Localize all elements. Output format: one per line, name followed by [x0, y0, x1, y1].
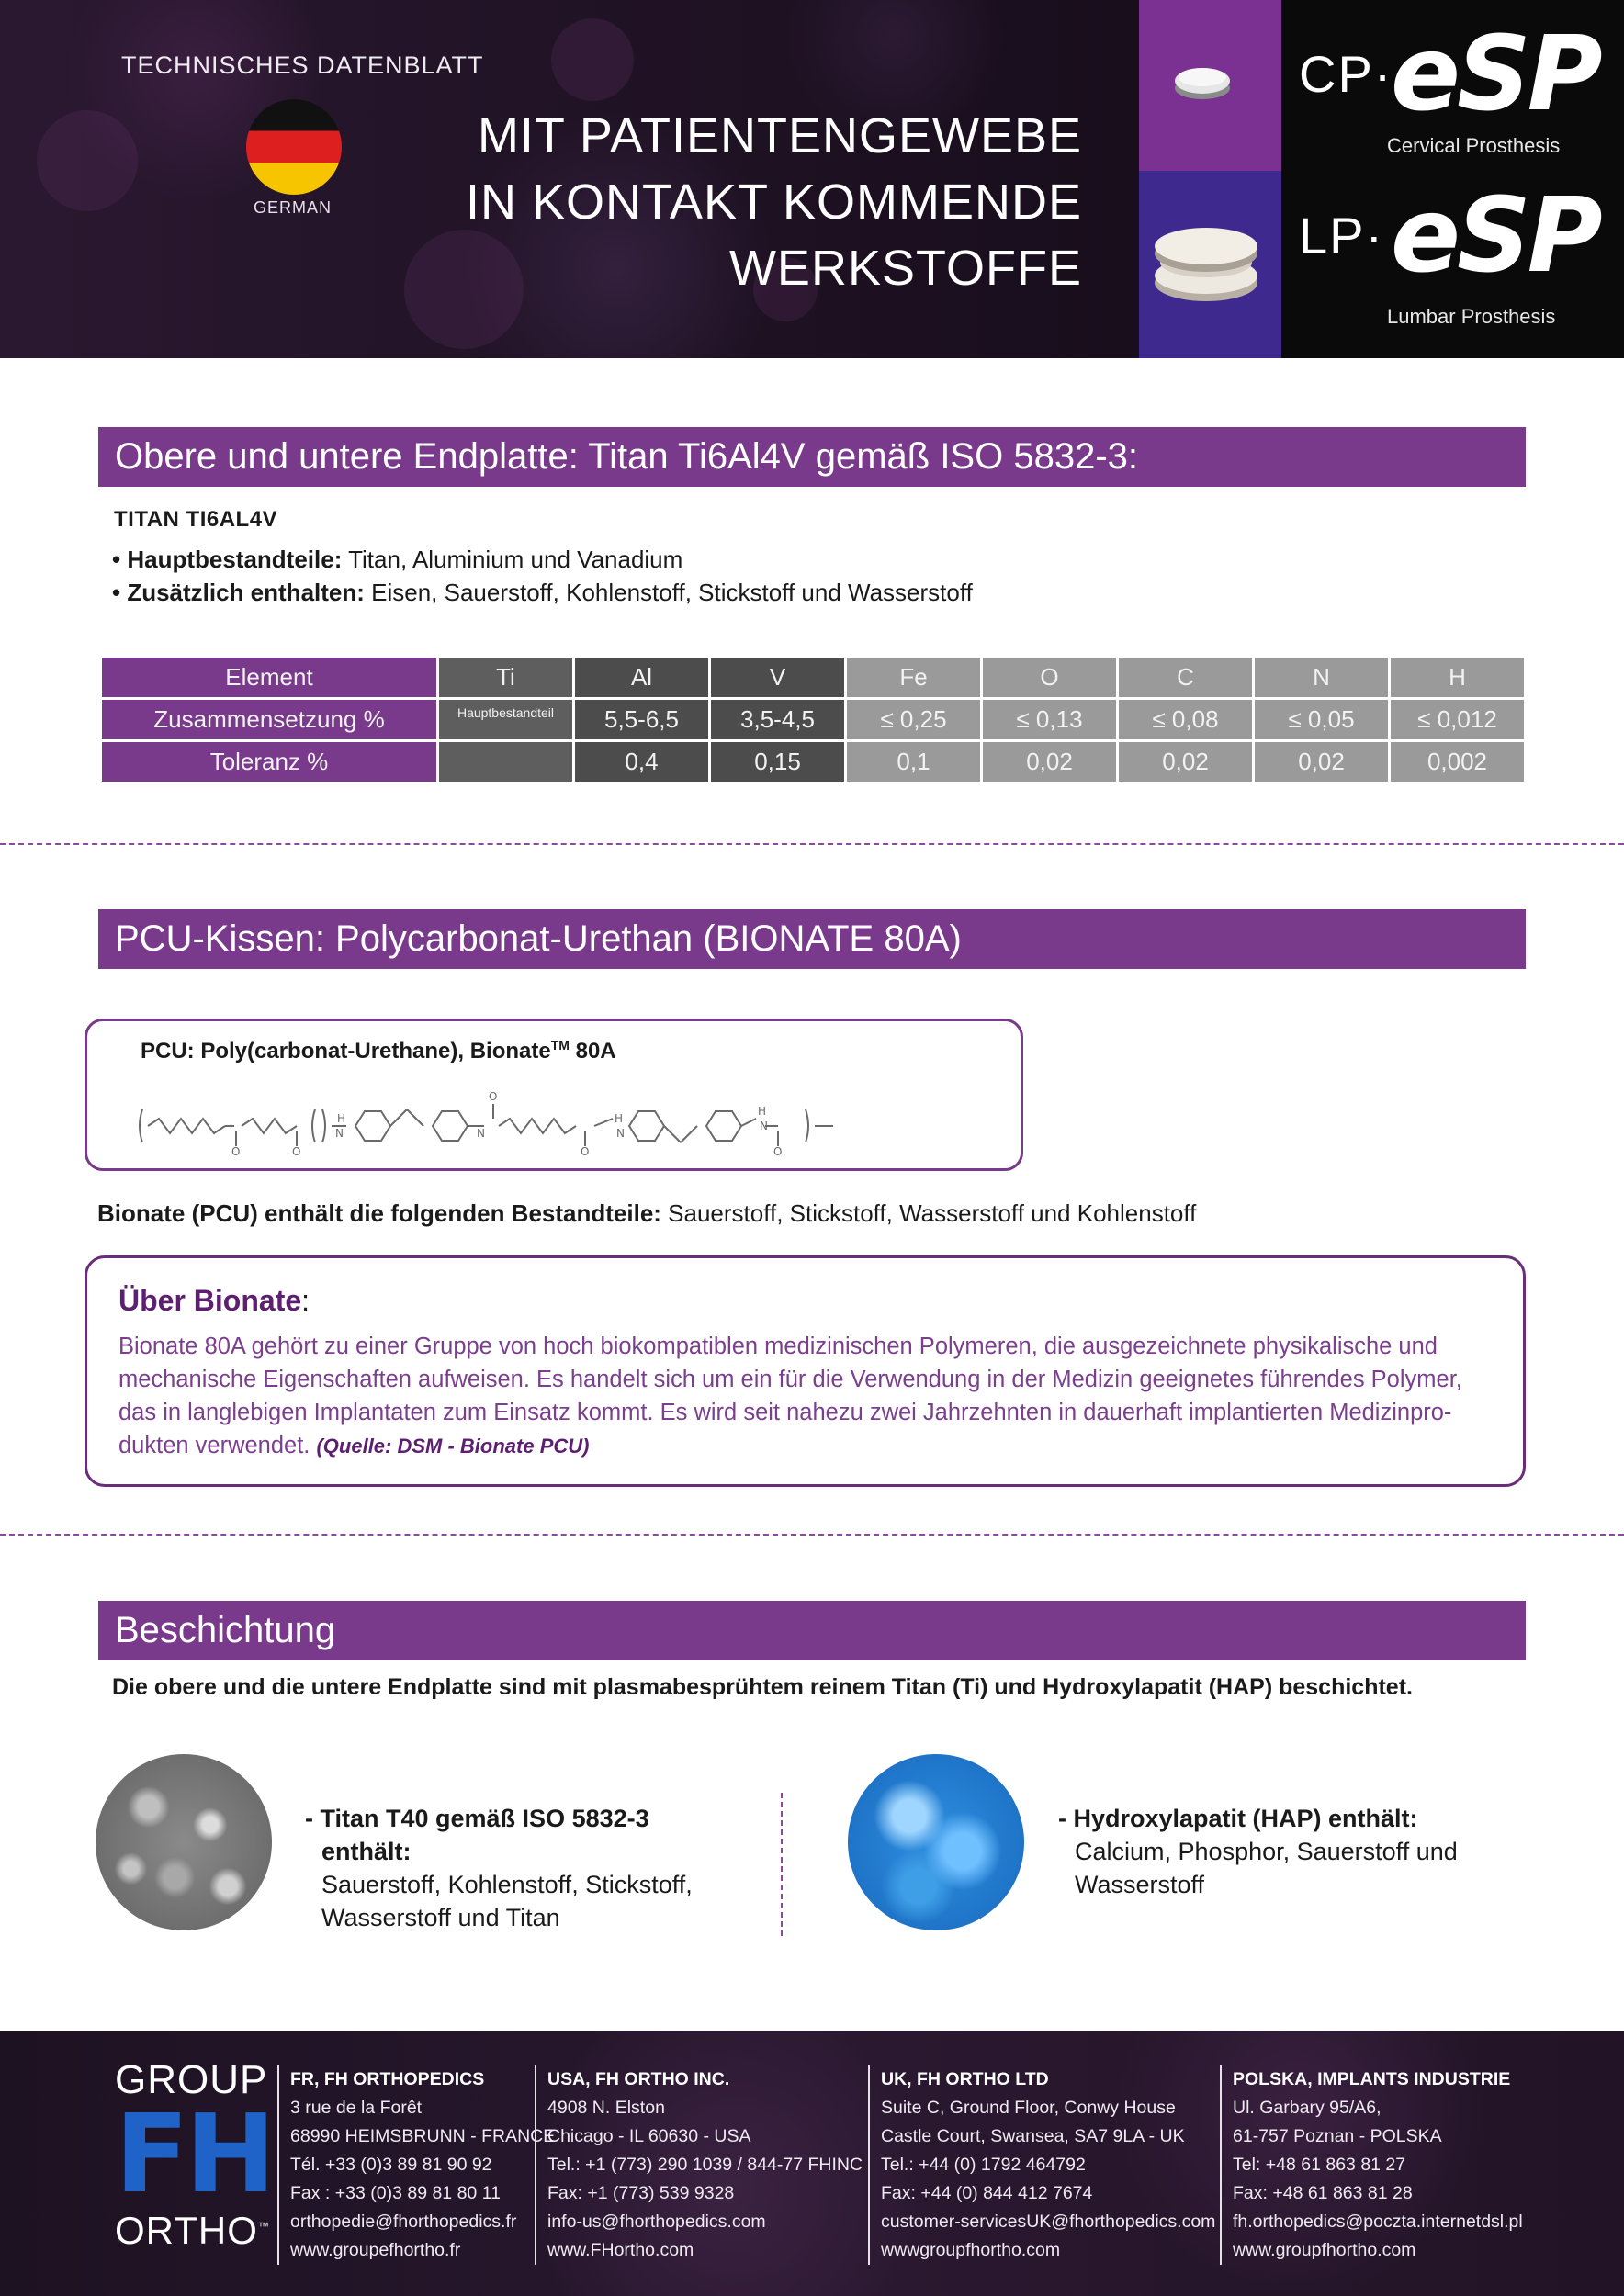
hap-coating-info [1058, 1802, 1458, 1901]
svg-text:N: N [760, 1120, 768, 1132]
office-line: Fax: +44 (0) 844 412 7674 [881, 2183, 1093, 2203]
titanium-text: Wasserstoff und Titan [321, 1904, 560, 1931]
material-heading: TITAN TI6AL4V [114, 507, 278, 532]
office-website-link[interactable]: wwwgroupfhortho.com [881, 2240, 1061, 2260]
table-cell: Al [575, 658, 708, 697]
office-line: Tel: +48 61 863 81 27 [1233, 2155, 1406, 2175]
table-cell: ≤ 0,012 [1391, 700, 1524, 739]
bullet-main-components [112, 546, 682, 574]
logo-group-text: GROUP [115, 2057, 268, 2102]
office-line: Tel.: +1 (773) 290 1039 / 844-77 FHINC [547, 2155, 863, 2175]
hydroxylapatite-microscopy-image [848, 1754, 1024, 1930]
table-cell: 0,02 [1119, 742, 1252, 782]
hap-text: Wasserstoff [1075, 1871, 1205, 1898]
pcu-structural-formula [135, 1082, 989, 1161]
logo-subtitle: Lumbar Prosthesis [1387, 305, 1556, 328]
office-email-link[interactable]: info-us@fhorthopedics.com [547, 2212, 766, 2232]
office-line: Suite C, Ground Floor, Conwy House [881, 2098, 1176, 2118]
table-cell: 0,02 [983, 742, 1116, 782]
about-text [118, 1330, 1496, 1463]
table-cell [439, 742, 572, 782]
titanium-heading-line: enthält: [321, 1838, 412, 1865]
bullet-label: • Hauptbestandteile: [112, 546, 343, 573]
office-email-link[interactable]: fh.orthopedics@poczta.internetdsl.pl [1233, 2212, 1523, 2232]
bullet-label: • Zusätzlich enthalten: [112, 579, 365, 606]
section-divider [0, 843, 1624, 845]
row-header: Toleranz % [102, 742, 436, 782]
logo-trademark: ™ [257, 2220, 270, 2233]
table-cell: 0,4 [575, 742, 708, 782]
section-title-endplate: Obere und untere Endplatte: Titan Ti6Al4V gemäß ISO 5832-3: [98, 427, 1526, 487]
office-title: USA, FH ORTHO INC. [547, 2069, 730, 2089]
titanium-heading [305, 1835, 693, 1868]
coating-divider [781, 1793, 783, 1936]
titanium-microscopy-image [96, 1754, 272, 1930]
svg-text:H: H [337, 1112, 346, 1125]
about-title-text: Über Bionate [118, 1284, 302, 1317]
table-row [102, 700, 1524, 739]
svg-text:N: N [616, 1127, 625, 1140]
cervical-prosthesis-image [1172, 61, 1233, 103]
titanium-heading-line: - Titan T40 gemäß ISO 5832-3 [305, 1805, 649, 1832]
table-cell: 3,5-4,5 [711, 700, 844, 739]
bullet-text: Titan, Aluminium und Vanadium [342, 546, 683, 573]
hap-heading-line: - Hydroxylapatit (HAP) enthält: [1058, 1805, 1418, 1832]
lp-product-panel [1139, 171, 1281, 358]
about-body: Bionate 80A gehört zu einer Gruppe von hoch biokompatiblen medizinischen Polymeren, die ausgezeichnete physikalische und mechanische Eigenschaften aufweisen. Es handelt sich um ein für die Verwendung in der Medizin geeignetes führendes Polymer, das in langlebigen Implantaten zum Einsatz kommt. Es wird seit nahezu zwei Jahrzehnten in dauerhaft implantierten Medizinpro-dukten verwendet. [118, 1334, 1462, 1458]
table-cell: V [711, 658, 844, 697]
office-line: 61-757 Poznan - POLSKA [1233, 2126, 1442, 2146]
office-poland [1220, 2065, 1523, 2265]
svg-text:H: H [758, 1105, 767, 1118]
office-title: FR, FH ORTHOPEDICS [290, 2069, 485, 2089]
svg-text:O: O [231, 1145, 241, 1158]
table-cell: Ti [439, 658, 572, 697]
table-cell: Hauptbestandteil [439, 700, 572, 739]
table-cell: C [1119, 658, 1252, 697]
table-cell: O [983, 658, 1116, 697]
office-line: 68990 HEIMSBRUNN - FRANCE [290, 2126, 556, 2146]
decor-bubble [37, 110, 138, 211]
svg-text:N: N [335, 1127, 344, 1140]
footer [0, 2031, 1624, 2296]
datasheet-label: TECHNISCHES DATENBLATT [121, 51, 484, 79]
office-email-link[interactable]: orthopedie@fhorthopedics.fr [290, 2212, 517, 2232]
table-cell: 5,5-6,5 [575, 700, 708, 739]
row-header: Zusammensetzung % [102, 700, 436, 739]
office-website-link[interactable]: www.groupefhortho.fr [290, 2240, 461, 2260]
pcu-label-suffix: 80A [569, 1039, 616, 1064]
bionate-components [97, 1199, 1196, 1228]
office-website-link[interactable]: www.FHortho.com [547, 2240, 694, 2260]
page-title [441, 103, 1082, 301]
section-divider [0, 1534, 1624, 1536]
titanium-coating-info [305, 1802, 693, 1934]
title-line: IN KONTAKT KOMMENDE [465, 174, 1082, 230]
title-line: WERKSTOFFE [728, 241, 1082, 296]
about-bionate-box [85, 1255, 1526, 1487]
titanium-text: Sauerstoff, Kohlenstoff, Stickstoff, [321, 1871, 693, 1898]
table-row [102, 658, 1524, 697]
row-header: Element [102, 658, 436, 697]
bionate-label: Bionate (PCU) enthält die folgenden Bestandteile: [97, 1199, 661, 1227]
logo-prefix: LP· [1299, 207, 1385, 264]
svg-text:O: O [581, 1145, 590, 1158]
group-fh-ortho-logo [115, 2057, 273, 2252]
office-website-link[interactable]: www.groupfhortho.com [1233, 2240, 1416, 2260]
lumbar-prosthesis-image [1152, 222, 1260, 305]
decor-bubble [551, 18, 634, 101]
logo-ortho [115, 2205, 270, 2252]
table-cell: ≤ 0,08 [1119, 700, 1252, 739]
table-cell: 0,002 [1391, 742, 1524, 782]
svg-text:O: O [773, 1145, 783, 1158]
office-email-link[interactable]: customer-servicesUK@fhorthopedics.com [881, 2212, 1216, 2232]
cp-product-panel [1139, 0, 1281, 171]
hap-heading [1058, 1802, 1458, 1835]
office-title: UK, FH ORTHO LTD [881, 2069, 1049, 2089]
logo-fh-text: FH [115, 2090, 273, 2217]
table-cell: 0,15 [711, 742, 844, 782]
about-title-colon: : [301, 1284, 310, 1317]
office-line: Castle Court, Swansea, SA7 9LA - UK [881, 2126, 1185, 2146]
office-line: 3 rue de la Forêt [290, 2098, 423, 2118]
logo-ortho-text: ORTHO [115, 2209, 258, 2252]
table-cell: H [1391, 658, 1524, 697]
office-line: Chicago - IL 60630 - USA [547, 2126, 751, 2146]
office-line: Fax: +1 (773) 539 9328 [547, 2183, 735, 2203]
office-line: Fax : +33 (0)3 89 81 80 11 [290, 2183, 501, 2203]
table-cell: N [1255, 658, 1388, 697]
svg-text:N: N [477, 1127, 485, 1140]
logo-subtitle: Cervical Prosthesis [1387, 134, 1561, 157]
office-line: Fax: +48 61 863 81 28 [1233, 2183, 1413, 2203]
table-cell: ≤ 0,05 [1255, 700, 1388, 739]
pcu-label [141, 1038, 616, 1064]
table-cell: 0,1 [847, 742, 980, 782]
office-line: 4908 N. Elston [547, 2098, 665, 2118]
titanium-heading [305, 1802, 693, 1835]
office-line: Ul. Garbary 95/A6, [1233, 2098, 1382, 2118]
pcu-formula-box [85, 1019, 1023, 1171]
language-label: GERMAN [254, 198, 333, 217]
table-row [102, 742, 1524, 782]
section-title-coating: Beschichtung [98, 1601, 1526, 1660]
title-line: MIT PATIENTENGEWEBE [477, 108, 1082, 163]
bionate-text: Sauerstoff, Stickstoff, Wasserstoff und Kohlenstoff [660, 1199, 1197, 1227]
office-uk [868, 2065, 1215, 2265]
table-cell: 0,02 [1255, 742, 1388, 782]
bullet-additional-components [112, 579, 973, 607]
hap-text: Calcium, Phosphor, Sauerstoff und [1075, 1838, 1458, 1865]
trademark-mark: TM [550, 1038, 570, 1052]
logo-name: eSP [1391, 176, 1599, 296]
coating-intro: Die obere und die untere Endplatte sind mit plasmabesprühtem reinem Titan (Ti) und Hydroxylapatit (HAP) beschichtet. [112, 1674, 1413, 1700]
section-title-pcu: PCU-Kissen: Polycarbonat-Urethan (BIONATE 80A) [98, 909, 1526, 969]
office-line: Tel.: +44 (0) 1792 464792 [881, 2155, 1086, 2175]
table-cell: Fe [847, 658, 980, 697]
svg-text:O: O [489, 1090, 498, 1103]
table-cell: ≤ 0,13 [983, 700, 1116, 739]
logo-prefix: CP· [1299, 45, 1393, 103]
bullet-text: Eisen, Sauerstoff, Kohlenstoff, Stickstoff und Wasserstoff [364, 579, 973, 606]
composition-table [99, 655, 1527, 784]
office-title: POLSKA, IMPLANTS INDUSTRIE [1233, 2069, 1511, 2089]
office-usa [535, 2065, 863, 2265]
logo-name: eSP [1391, 15, 1599, 134]
svg-text:O: O [292, 1145, 301, 1158]
header-banner [0, 0, 1624, 358]
office-line: Tél. +33 (0)3 89 81 90 92 [290, 2155, 492, 2175]
about-title [118, 1284, 310, 1318]
german-flag-icon [246, 99, 342, 195]
svg-text:H: H [615, 1112, 624, 1125]
table-cell: ≤ 0,25 [847, 700, 980, 739]
about-source: (Quelle: DSM - Bionate PCU) [316, 1435, 590, 1458]
pcu-label-text: PCU: Poly(carbonat-Urethane), Bionate [141, 1039, 551, 1064]
office-france [277, 2065, 555, 2265]
